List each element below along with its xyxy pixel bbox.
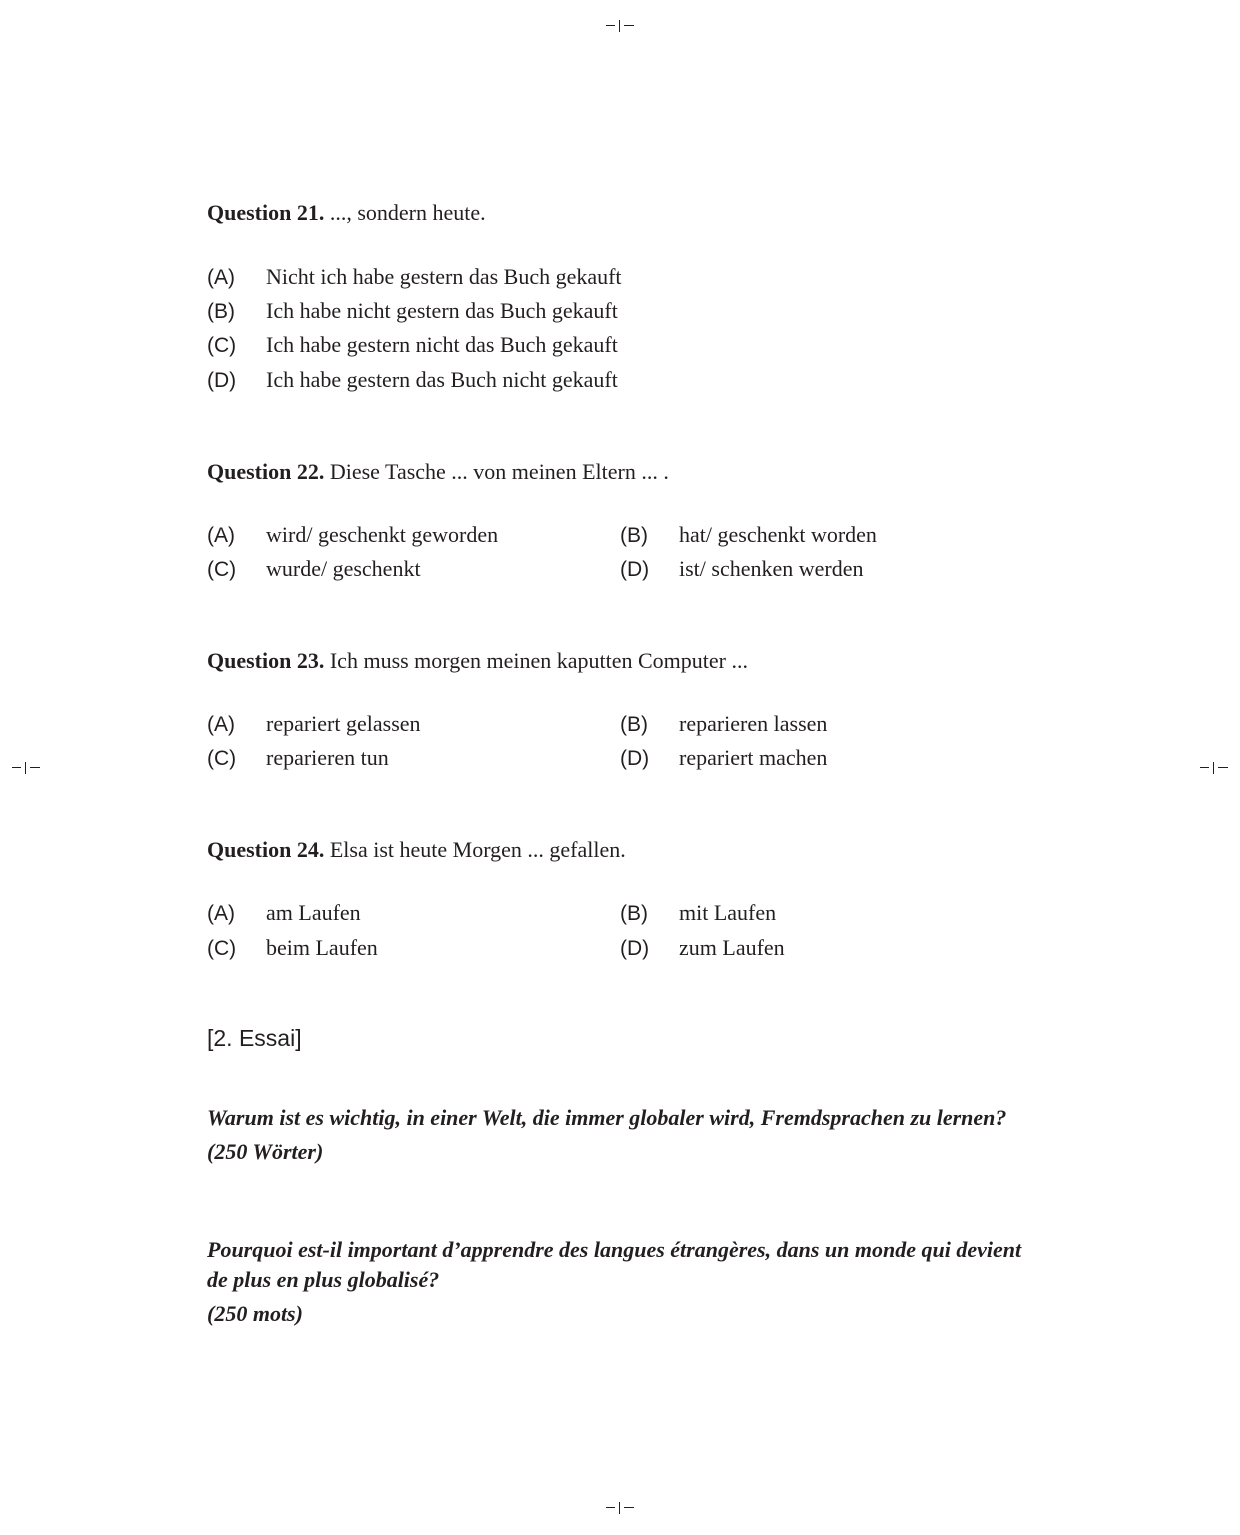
option-letter: (C): [207, 558, 237, 581]
question-prompt: ..., sondern heute.: [329, 200, 486, 225]
question-prompt: Diese Tasche ... von meinen Eltern ... .: [329, 459, 669, 484]
q21-option-c: [207, 332, 618, 358]
option-letter: (C): [207, 747, 237, 770]
q24-option-c: [207, 935, 378, 961]
option-text: Ich habe nicht gestern das Buch gekauft: [266, 298, 618, 323]
essay-prompt-french: [207, 1235, 1042, 1329]
option-letter: (A): [207, 902, 235, 925]
essay-question: Pourquoi est-il important d’apprendre des langues étrangères, dans un monde qui devient de plus en plus globalisé?: [207, 1237, 1022, 1292]
q23-option-a: [207, 711, 421, 737]
question-23-heading: [207, 648, 748, 674]
option-text: am Laufen: [266, 900, 361, 925]
q24-option-a: [207, 900, 361, 926]
question-prompt: Ich muss morgen meinen kaputten Computer ...: [329, 648, 748, 673]
option-letter: (C): [207, 334, 237, 357]
option-text: wird/ geschenkt geworden: [266, 522, 499, 547]
section-title: [2. Essai]: [207, 1025, 302, 1051]
crop-mark-top: [606, 12, 634, 40]
option-text: wurde/ geschenkt: [266, 556, 421, 581]
q22-option-b: [620, 522, 877, 548]
option-letter: (C): [207, 937, 237, 960]
option-letter: (D): [620, 558, 650, 581]
essay-prompt-german: [207, 1103, 1042, 1167]
q24-option-b: [620, 900, 776, 926]
question-21-heading: [207, 200, 486, 226]
option-text: Nicht ich habe gestern das Buch gekauft: [266, 264, 622, 289]
option-letter: (B): [620, 713, 648, 736]
option-letter: (A): [207, 266, 235, 289]
option-text: Ich habe gestern das Buch nicht gekauft: [266, 367, 618, 392]
option-letter: (D): [620, 937, 650, 960]
q22-option-d: [620, 556, 864, 582]
question-22-heading: [207, 459, 669, 485]
q24-option-d: [620, 935, 785, 961]
q23-option-b: [620, 711, 827, 737]
q22-option-a: [207, 522, 498, 548]
q23-option-d: [620, 745, 827, 771]
question-number: Question 23.: [207, 648, 325, 673]
crop-mark-left: [12, 754, 40, 782]
question-number: Question 24.: [207, 837, 325, 862]
q21-option-a: [207, 264, 622, 290]
option-letter: (D): [620, 747, 650, 770]
option-text: hat/ geschenkt worden: [679, 522, 877, 547]
option-letter: (B): [620, 524, 648, 547]
option-text: beim Laufen: [266, 935, 378, 960]
option-text: zum Laufen: [679, 935, 785, 960]
option-text: ist/ schenken werden: [679, 556, 864, 581]
q22-option-c: [207, 556, 421, 582]
q23-option-c: [207, 745, 389, 771]
essay-word-count: (250 Wörter): [207, 1139, 324, 1164]
option-text: mit Laufen: [679, 900, 777, 925]
question-number: Question 21.: [207, 200, 325, 225]
option-letter: (D): [207, 369, 237, 392]
option-text: reparieren tun: [266, 745, 389, 770]
q21-option-d: [207, 367, 618, 393]
option-letter: (B): [207, 300, 235, 323]
option-letter: (B): [620, 902, 648, 925]
option-text: Ich habe gestern nicht das Buch gekauft: [266, 332, 618, 357]
question-24-heading: [207, 837, 626, 863]
question-prompt: Elsa ist heute Morgen ... gefallen.: [329, 837, 626, 862]
option-letter: (A): [207, 713, 235, 736]
option-text: repariert gelassen: [266, 711, 421, 736]
essay-question: Warum ist es wichtig, in einer Welt, die immer globaler wird, Fremdsprachen zu lernen?: [207, 1105, 1007, 1130]
crop-mark-bottom: [606, 1494, 634, 1522]
question-number: Question 22.: [207, 459, 325, 484]
crop-mark-right: [1200, 754, 1228, 782]
essay-word-count: (250 mots): [207, 1301, 303, 1326]
option-letter: (A): [207, 524, 235, 547]
option-text: repariert machen: [679, 745, 828, 770]
option-text: reparieren lassen: [679, 711, 828, 736]
q21-option-b: [207, 298, 618, 324]
